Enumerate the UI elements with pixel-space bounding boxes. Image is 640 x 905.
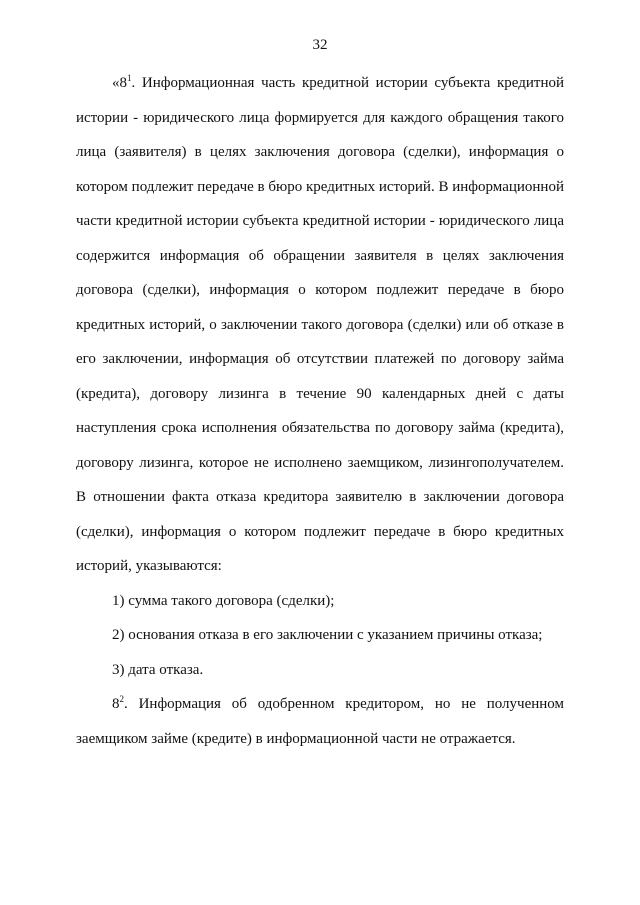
clause-number: 8: [112, 696, 120, 712]
paragraph-text: . Информационная часть кредитной истории субъекта кредитной истории - юридического лица формируется для каждого обращения такого лица (заявителя) в целях заключения договора (сделки), информация о котором подлежит передаче в бюро кредитных историй. В информационной части кредитной истории субъекта кредитной истории - юридического лица содержится информация об обращении заявителя в целях заключения договора (сделки), информация о котором подлежит передаче в бюро кредитных историй, о заключении такого договора (сделки) или об отказе в его заключении, информация об отсутствии платежей по договору займа (кредита), договору лизинга в течение 90 календарных дней с даты наступления срока исполнения обязательства по договору займа (кредита), договору лизинга, которое не исполнено заемщиком, лизингополучателем. В отношении факта отказа кредитора заявителю в заключении договора (сделки), информация о котором подлежит передаче в бюро кредитных историй, указываются:: [76, 75, 564, 574]
list-item: 1) сумма такого договора (сделки);: [112, 592, 335, 609]
list-item: 2) основания отказа в его заключении с указанием причины отказа;: [112, 627, 543, 643]
paragraph-text: . Информация об одобренном кредитором, но не полученном заемщиком займе (кредите) в информационной части не отражается.: [76, 696, 564, 747]
clause-superscript: 1: [127, 73, 132, 83]
paragraph-8-1: [76, 66, 564, 584]
document-body: [76, 66, 564, 756]
list-item: 3) дата отказа.: [112, 661, 204, 678]
open-quote: «: [112, 75, 120, 91]
clause-number: 8: [119, 75, 127, 91]
paragraph-8-2: [76, 687, 564, 756]
page-number: 32: [312, 37, 328, 53]
clause-superscript: 2: [119, 694, 124, 704]
